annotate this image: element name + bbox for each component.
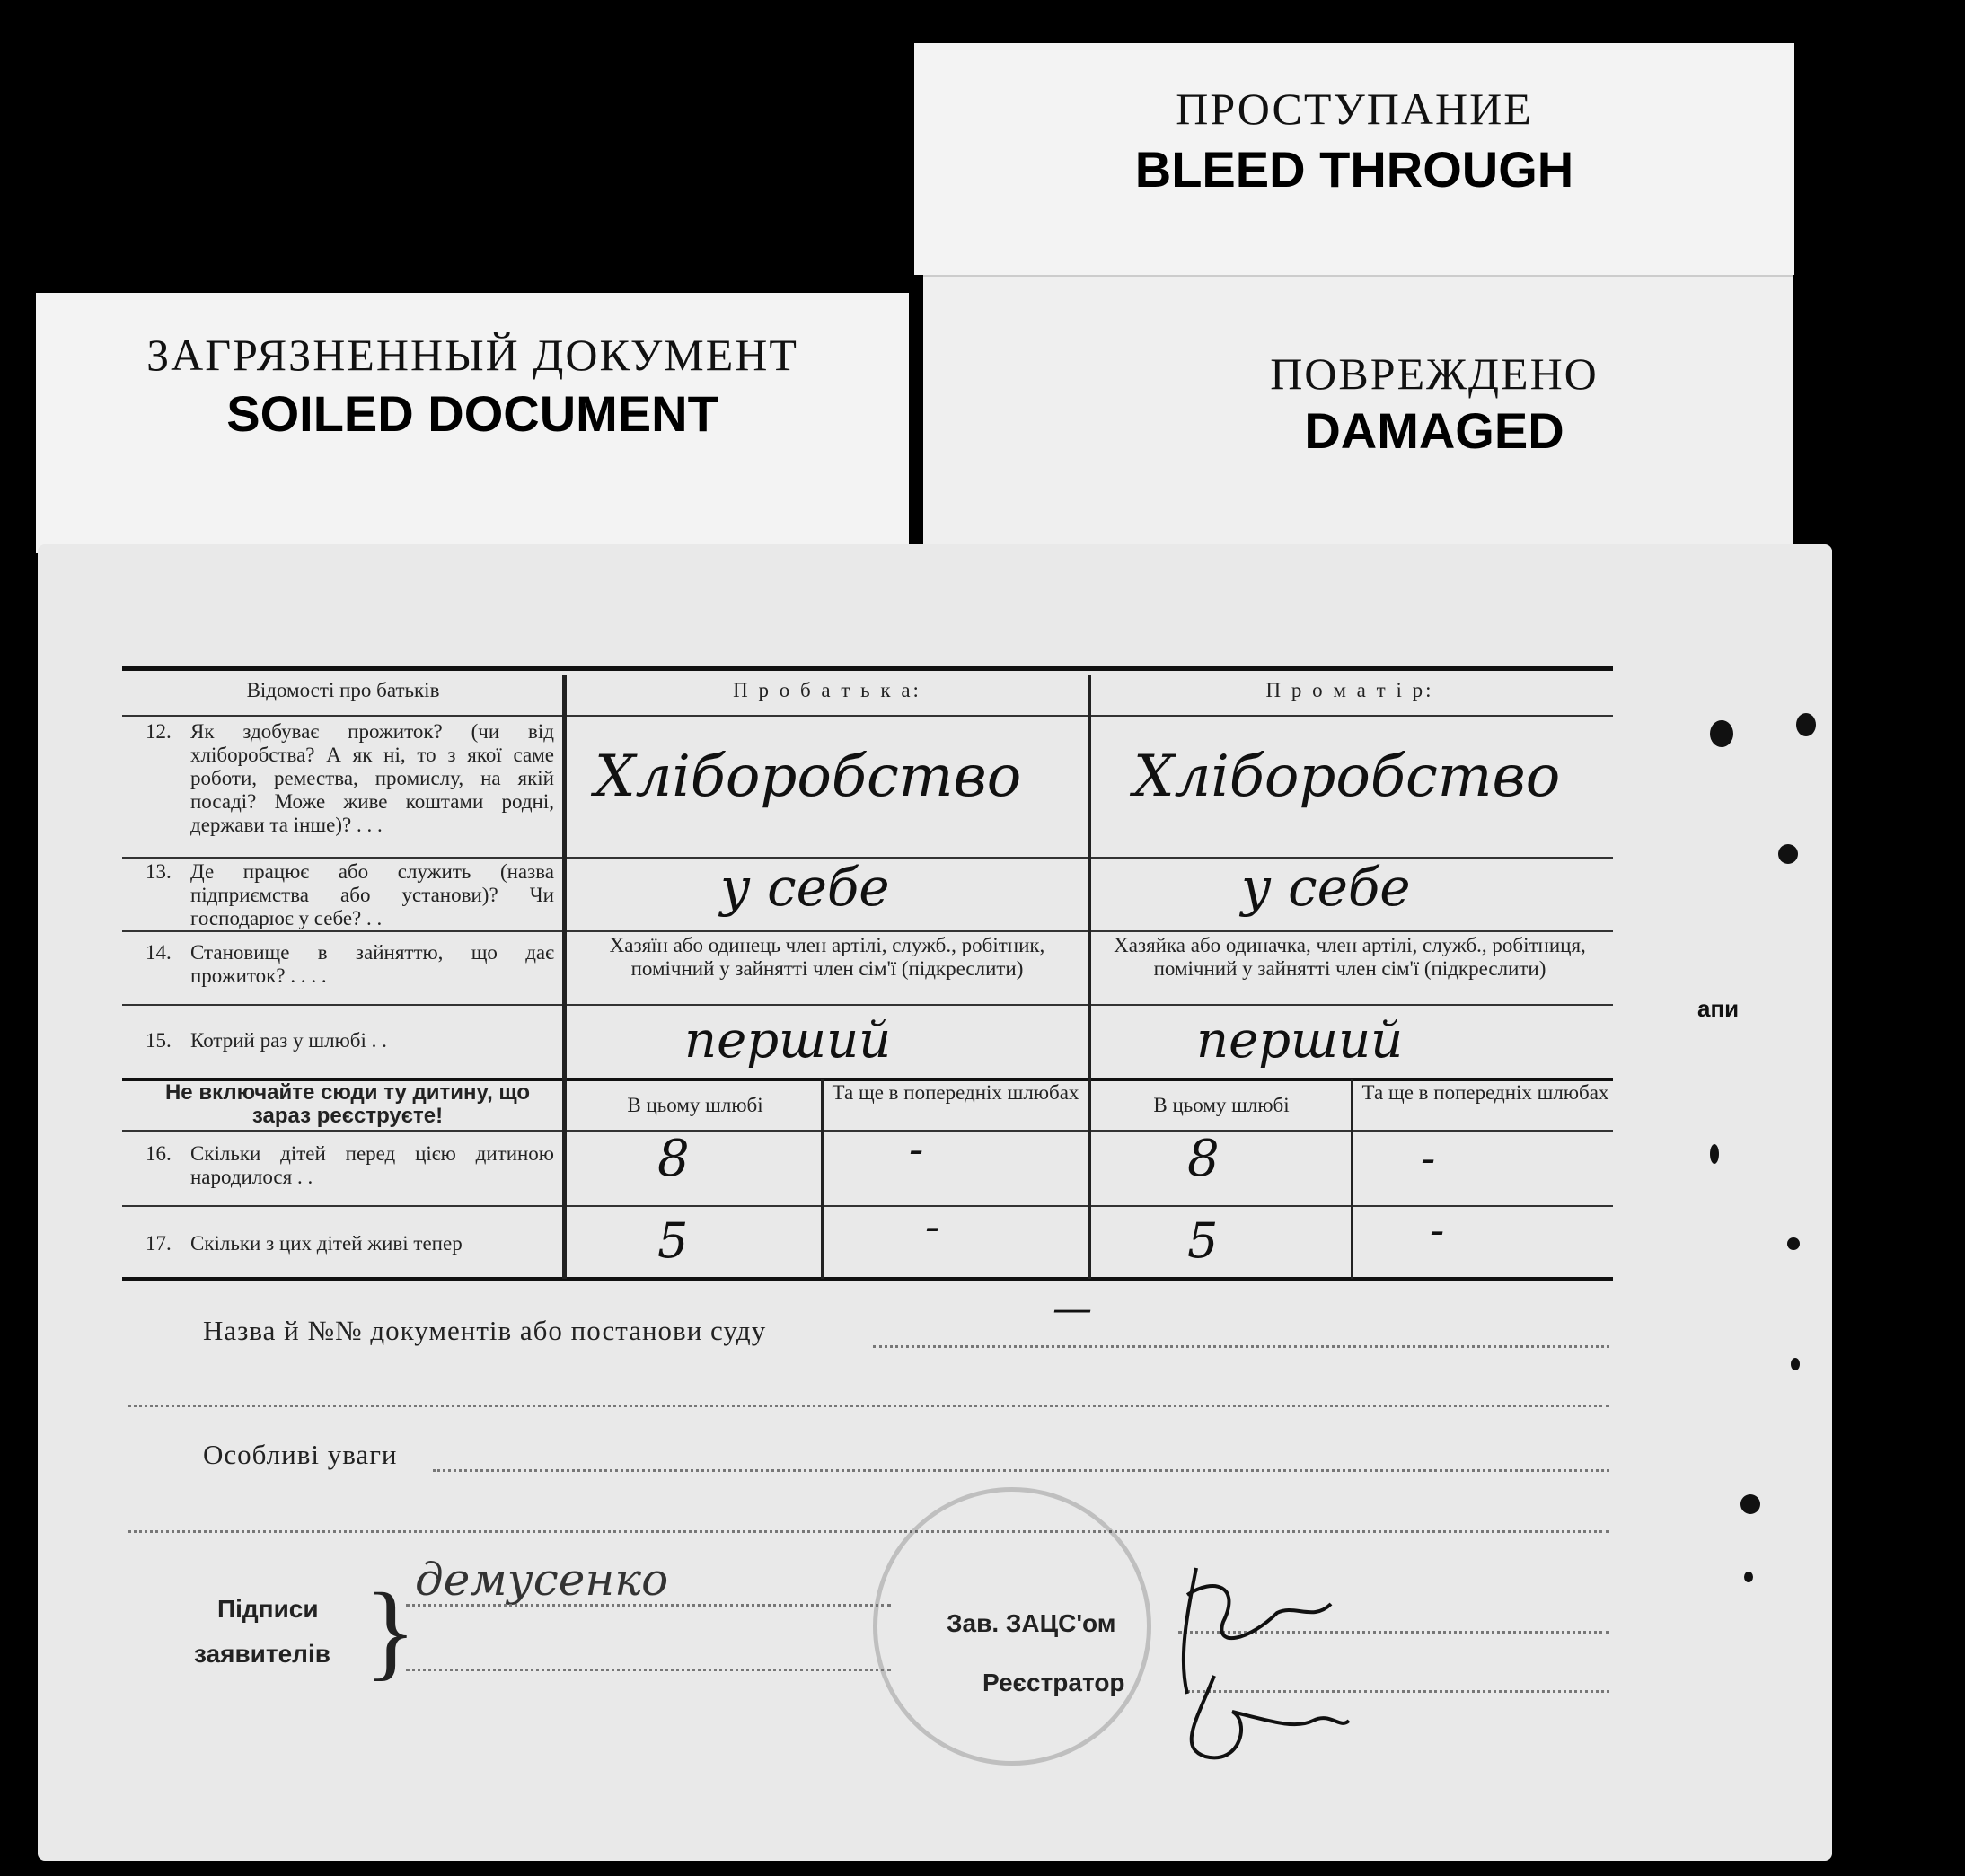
ink-blot [1791,1358,1800,1370]
soiled-label-en: SOILED DOCUMENT [226,385,718,442]
children-note: Не включайте сюди ту дитину, що зараз реєструєте! [164,1080,531,1128]
row-divider [122,1004,1613,1006]
row14-father-options: Хазяїн або одинець член артілі, служб., робітник, помічний у зайнятті член сім'ї (підкреслити) [609,934,1045,980]
mother-this-marriage-header: В цьому шлюбі [1153,1094,1290,1116]
remarks-label: Особливі уваги [203,1439,398,1470]
header-mother: П р о м а т і р: [1265,679,1434,701]
row16-mother-prev: - [1421,1133,1436,1184]
table-top-rule [122,666,1613,671]
remarks-line [433,1469,1609,1472]
signatures-label-2: заявителів [194,1640,330,1668]
row16-mother-this: 8 [1187,1130,1220,1188]
row-divider [122,1130,1613,1132]
applicant-signature-line [406,1604,891,1607]
row14-question: Становище в зайняттю, що дає прожиток? . . . . [190,941,554,987]
documents-value: — [1053,1286,1092,1332]
documents-line [873,1345,1609,1348]
father-previous-header: Та ще в попередніх шлюбах [832,1081,1079,1104]
row12-mother-answer: Хліборобство [1133,744,1561,810]
side-fragment-text: апи [1697,995,1740,1022]
row14-mother-options: Хазяйка або одиначка, член артілі, служб., робітниця, помічний у зайнятті член сім'ї (підкреслити) [1114,934,1586,980]
ink-blot [1787,1237,1800,1250]
column-divider [562,675,567,1279]
row16-father-this: 8 [657,1130,690,1188]
table-bottom-rule [122,1277,1613,1281]
row17-father-prev: - [925,1202,940,1252]
documents-label: Назва й №№ документів або постанови суду [203,1315,767,1346]
row16-number: 16. [145,1142,172,1165]
row16-father-prev: - [909,1124,924,1175]
row15-question: Котрий раз у шлюбі . . [190,1029,387,1052]
row12-number: 12. [145,720,172,743]
column-divider [1351,1079,1353,1279]
row12-father-answer: Хліборобство [595,744,1022,810]
row15-number: 15. [145,1029,172,1052]
row17-number: 17. [145,1232,172,1255]
damaged-label [923,275,1793,547]
damaged-label-en: DAMAGED [1304,402,1564,459]
head-zags-label: Зав. ЗАЦС'ом [947,1609,1116,1637]
applicant-signature-line-2 [406,1669,891,1671]
ink-blot [1710,1144,1719,1164]
document-card [38,544,1832,1861]
row13-mother-answer: у себе [1241,857,1411,918]
father-this-marriage-header: В цьому шлюбі [627,1094,763,1116]
documents-line-2 [128,1405,1609,1407]
column-divider [821,1079,824,1279]
row17-question: Скільки з цих дітей живі тепер [190,1232,463,1255]
row16-question: Скільки дітей перед цією дитиною народилося . . [190,1142,554,1188]
damaged-label-ru: ПОВРЕЖДЕНО [1270,348,1599,399]
official-signatures [1160,1541,1394,1775]
mother-previous-header: Та ще в попередніх шлюбах [1361,1081,1609,1104]
row17-mother-prev: - [1430,1205,1445,1255]
row13-number: 13. [145,860,172,883]
bleed-through-label [914,43,1794,275]
bleed-label-en: BLEED THROUGH [1134,141,1574,198]
row15-father-answer: перший [684,1011,892,1070]
header-father: П р о б а т ь к а: [733,679,921,701]
row17-father-this: 5 [657,1212,689,1269]
ink-blot [1710,720,1733,747]
ink-blot [1778,844,1798,864]
signatures-label: Підписи [217,1595,319,1623]
row-divider [122,930,1613,932]
row13-father-answer: у себе [720,857,890,918]
bleed-label-ru: ПРОСТУПАНИЕ [1176,84,1533,134]
row15-mother-answer: перший [1196,1011,1404,1070]
row17-mother-this: 5 [1187,1212,1219,1269]
soiled-document-label [36,293,909,553]
column-divider [1088,675,1091,1279]
header-parents-info: Відомості про батьків [246,679,440,701]
row12-question: Як здобуває прожиток? (чи від хліборобства? А як ні, то з якої саме роботи, ремества, промислу, на якій посаді? Може живе коштами родні, держави та інше)? . . . [190,720,554,836]
signature-brace: } [365,1571,417,1690]
row13-question: Де працює або служить (назва підприємства або установи)? Чи господарює у себе? . . [190,860,554,929]
row-divider [122,1205,1613,1207]
row14-number: 14. [145,941,172,964]
registrar-label: Реєстратор [982,1669,1125,1696]
ink-blot [1796,713,1816,736]
remarks-line-2 [128,1530,1609,1533]
applicant-signature: демусенко [415,1554,669,1606]
ink-blot [1744,1572,1753,1582]
ink-blot [1740,1494,1760,1514]
soiled-label-ru: ЗАГРЯЗНЕННЫЙ ДОКУМЕНТ [146,330,798,380]
row-divider [122,715,1613,717]
